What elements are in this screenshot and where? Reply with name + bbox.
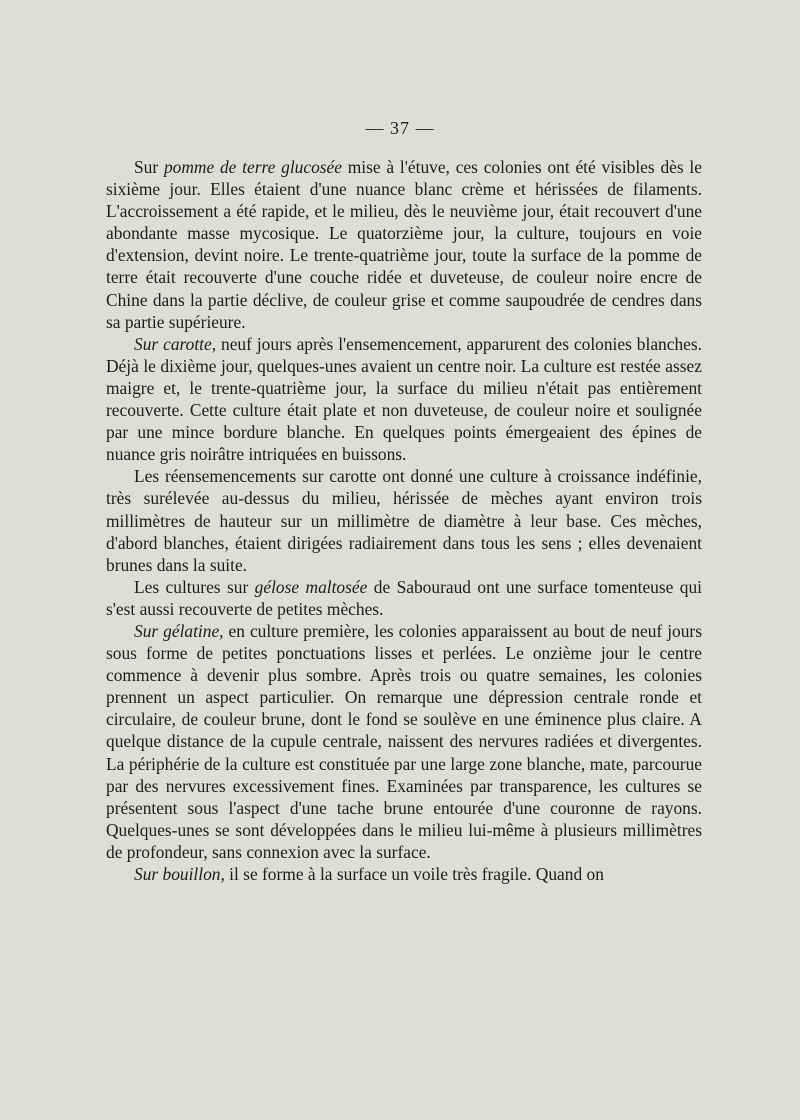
paragraph-text: mise à l'étuve, ces colonies ont été visibles dès le sixième jour. Elles étaient d'une nuance blanc crème et hérissées de filaments. L'accroissement a été rapide, et le milieu, dès le neuvième jour, était recouvert d'une abondante masse mycosique. Le quatorzième jour, la culture, toujours en voie d'extension, devint noire. Le trente-quatrième jour, toute la surface de la pomme de terre était recouverte d'une couche ridée et duveteuse, de couleur noire encre de Chine dans la partie déclive, de couleur grise et comme saupoudrée de cendres dans sa partie supérieure. [106,157,702,332]
paragraph-bouillon [106,863,702,885]
paragraph-lead: Les cultures sur [134,576,255,597]
paragraph-emphasis: Sur gélatine, [134,620,224,641]
paragraph-emphasis: Sur bouillon, [134,864,225,884]
paragraph-lead: Sur [134,157,164,177]
paragraph-emphasis: gélose maltosée [254,576,368,597]
paragraph-emphasis: Sur carotte, [134,333,217,354]
paragraph-gelatine [106,620,702,863]
paragraph-text: neuf jours après l'ensemencement, apparurent des colonies blanches. Déjà le dixième jour, quelques-unes avaient un centre noir. La culture est restée assez maigre et, le trente-quatrième jour, la surface du milieu n'était pas entièrement recouverte. Cette culture était plate et non duveteuse, de couleur noire et soulignée par une mince bordure blanche. En quelques points émergeaient des épines de nuance gris noirâtre intriquées en buissons. [106,333,702,465]
page-number: — 37 — [365,118,435,138]
paragraph-emphasis: pomme de terre glucosée [163,157,342,177]
body-text [106,156,702,885]
paragraph-reensemencements [106,465,702,575]
paragraph-text: il se forme à la surface un voile très fragile. Quand on [224,864,604,884]
paragraph-carotte [106,333,702,466]
paragraph-gelose [106,576,702,620]
paragraph-lead: Les réensemencements sur carotte ont donné une culture à croissance indéfinie, très surélevée au-dessus du milieu, hérissée de mèches ayant environ trois millimètres de hauteur sur un millimètre de diamètre à leur base. Ces mèches, d'abord blanches, étaient dirigées radiairement dans tous les sens ; elles devenaient brunes dans la suite. [106,466,702,575]
paragraph-text: de Sabouraud ont une surface tomenteuse qui s'est aussi recouverte de petites mèches. [106,576,703,619]
paragraph-text: en culture première, les colonies apparaissent au bout de neuf jours sous forme de petites ponctuations lisses et perlées. Le onzième jour le centre commence à devenir plus sombre. Après trois ou quatre semaines, les colonies prennent un aspect particulier. On remarque une dépression centrale ronde et circulaire, de couleur brune, dont le fond se soulève en une éminence plus claire. A quelque distance de la cupule centrale, naissent des nervures radiées et divergentes. La périphérie de la culture est constituée par une large zone blanche, mate, parcourue par des nervures excessivement fines. Examinées par transparence, les cultures se présentent sous l'aspect d'une tache brune entourée d'une couronne de rayons. Quelques-unes se sont développées dans le milieu lui-même à plusieurs millimètres de profondeur, sans connexion avec la surface. [106,620,702,862]
paragraph-pomme-de-terre [106,156,702,333]
